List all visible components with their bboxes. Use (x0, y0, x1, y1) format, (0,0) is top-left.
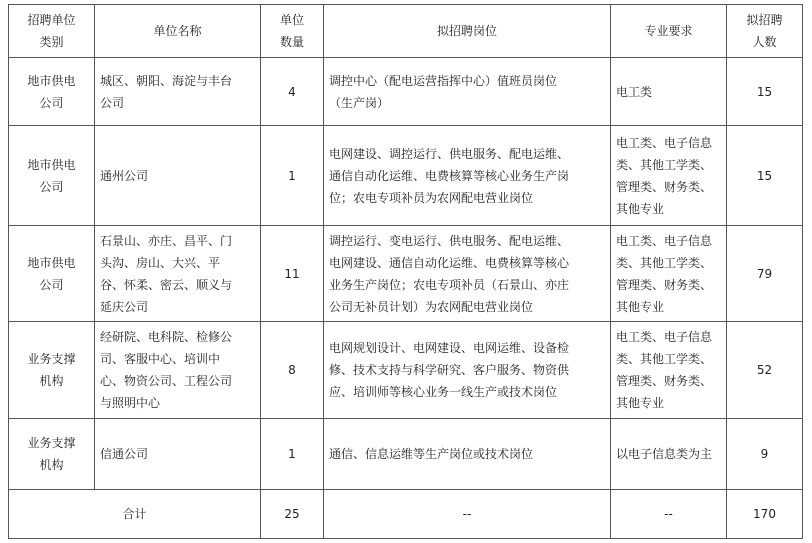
cell-positions: 电网规划设计、电网建设、电网运维、设备检 修、技术支持与科学研究、客户服务、物资供 应、培训师等核心业务一线生产或技术岗位 (324, 322, 611, 419)
header-major: 专业要求 (611, 5, 727, 58)
cell-unit-name: 经研院、电科院、检修公 司、客服中心、培训中 心、物资公司、工程公司 与照明中心 (95, 322, 261, 419)
cell-hires: 15 (727, 126, 803, 226)
cell-unit-name: 通州公司 (95, 126, 261, 226)
cell-unit-name: 石景山、亦庄、昌平、门 头沟、房山、大兴、平 谷、怀柔、密云、顺义与 延庆公司 (95, 226, 261, 322)
total-label: 合计 (9, 490, 261, 539)
cell-positions: 调控中心（配电运营指挥中心）值班员岗位 （生产岗） (324, 58, 611, 126)
header-category: 招聘单位 类别 (9, 5, 95, 58)
header-unit-name: 单位名称 (95, 5, 261, 58)
header-positions: 拟招聘岗位 (324, 5, 611, 58)
table-row (9, 419, 803, 490)
cell-major: 电工类、电子信息 类、其他工学类、 管理类、财务类、 其他专业 (611, 126, 727, 226)
cell-category: 业务支撑 机构 (9, 419, 95, 490)
table-row (9, 322, 803, 419)
cell-major: 电工类、电子信息 类、其他工学类、 管理类、财务类、 其他专业 (611, 226, 727, 322)
cell-category: 地市供电 公司 (9, 226, 95, 322)
cell-unit-name: 信通公司 (95, 419, 261, 490)
total-unit-count: 25 (261, 490, 324, 539)
cell-hires: 15 (727, 58, 803, 126)
cell-unit-name: 城区、朝阳、海淀与丰台 公司 (95, 58, 261, 126)
table-row (9, 58, 803, 126)
header-unit-count: 单位 数量 (261, 5, 324, 58)
cell-unit-count: 1 (261, 126, 324, 226)
cell-hires: 9 (727, 419, 803, 490)
cell-major: 以电子信息类为主 (611, 419, 727, 490)
total-major: -- (611, 490, 727, 539)
header-hires: 拟招聘 人数 (727, 5, 803, 58)
recruitment-table (8, 4, 803, 539)
cell-major: 电工类 (611, 58, 727, 126)
cell-unit-count: 4 (261, 58, 324, 126)
total-row (9, 490, 803, 539)
cell-positions: 电网建设、调控运行、供电服务、配电运维、 通信自动化运维、电费核算等核心业务生产岗 位；农电专项补员为农网配电营业岗位 (324, 126, 611, 226)
total-hires: 170 (727, 490, 803, 539)
cell-unit-count: 11 (261, 226, 324, 322)
cell-positions: 调控运行、变电运行、供电服务、配电运维、 电网建设、通信自动化运维、电费核算等核心 业务生产岗位；农电专项补员（石景山、亦庄 公司无补员计划）为农网配电营业岗位 (324, 226, 611, 322)
cell-hires: 52 (727, 322, 803, 419)
total-positions: -- (324, 490, 611, 539)
cell-category: 业务支撑 机构 (9, 322, 95, 419)
cell-category: 地市供电 公司 (9, 58, 95, 126)
table-row (9, 126, 803, 226)
cell-unit-count: 8 (261, 322, 324, 419)
cell-hires: 79 (727, 226, 803, 322)
table-header-row (9, 5, 803, 58)
cell-unit-count: 1 (261, 419, 324, 490)
cell-positions: 通信、信息运维等生产岗位或技术岗位 (324, 419, 611, 490)
cell-major: 电工类、电子信息 类、其他工学类、 管理类、财务类、 其他专业 (611, 322, 727, 419)
cell-category: 地市供电 公司 (9, 126, 95, 226)
table-row (9, 226, 803, 322)
